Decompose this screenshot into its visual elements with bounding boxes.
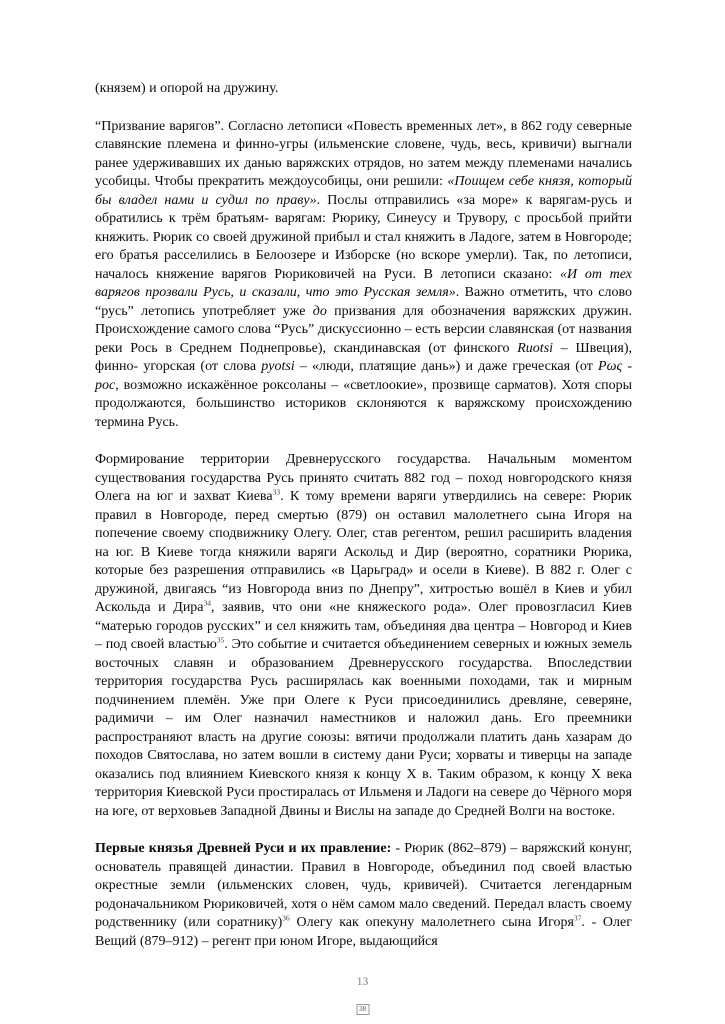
footnote-ref: 33 xyxy=(272,487,281,497)
text-run: Олегу как опекуну малолетнего сына Игоря xyxy=(289,915,574,930)
text-run-italic: Ρως - рос xyxy=(95,359,633,393)
text-run: , возможно искажённое роксоланы – «светлоокие», прозвище сарматов). Хотя споры продолжаются, большинство историков склоняются к варяжскому происхождению термина Русь. xyxy=(95,377,632,430)
text-run: . Это событие и считается объединением северных и южных земель восточных славян и образованием Древнерусского государства. Впоследствии территория государства Русь расширялась как военными походами, так и мирным подчинением племён. Уже при Олеге к Руси присоединились древляне, северяне, радимичи – им Олег назначил наместников и наложил дань. Его преемники распространяют власть на другие союзы: вятичи продолжали платить дань хазарам до походов Святослава, но затем вошли в систему дани Руси; хорваты и тиверцы на западе оказались под влиянием Киевского князя к концу X в. Таким образом, к концу X века территория Киевской Руси простиралась от Ильменя и Ладоги на севере до Чёрного моря на юге, от верховьев Западной Двины и Вислы на западе до Средней Волги на востоке. xyxy=(95,637,632,819)
text-run: . Важно отметить, что слово “русь” летопись употребляет уже xyxy=(95,285,633,319)
paragraph-3 xyxy=(95,451,632,821)
text-run: Формирование территории Древнерусского государства. Начальным моментом существования государства Русь принято считать 882 год – поход новгородского князя Олега на юг и захват Киева xyxy=(95,452,632,504)
paragraph-4 xyxy=(95,840,632,951)
text-run: . Послы отправились «за море» к варягам-русь и обратились к трём братьям- варягам: Рюрику, Синеусу и Трувору, с просьбой прийти княжить. Рюрик со своей дружиной прибыл и стал княжить в Ладоге, затем в Новгороде; его братья расселились в Белоозере и Изборске (но вскоре умерли). Так, по летописи, началось княжение варягов Рюриковичей на Руси. В летописи сказано: xyxy=(95,192,633,282)
footnote-ref: 37 xyxy=(573,913,582,923)
text-run: , заявив, что они «не княжеского рода». Олег провозгласил Киев “матерью городов русских” и сел княжить там, объединяя два центра – Новгород и Киев – под своей властью xyxy=(95,600,632,652)
paragraph-1 xyxy=(95,80,632,99)
text-run-italic: «И от тех варягов прозвали Русь, и сказали, что это Русская земля» xyxy=(95,266,632,300)
text-run: – «люди, платящие дань») и даже греческая (от xyxy=(294,359,599,374)
footnote-ref: 35 xyxy=(216,635,225,645)
text-run: (князем) и опорой на дружину. xyxy=(95,81,279,96)
footnote-ref: 34 xyxy=(203,598,212,608)
text-run: - Рюрик (862–879) – варяжский конунг, основатель правящей династии. Правил в Новгороде, объединил под своей властью окрестные земли (ильменских словен, чудь, кривичей). Считается легендарным родоначальником Рюриковичей, хотя о нём самом мало сведений. Передал власть своему родственнику (или соратнику) xyxy=(95,841,632,930)
text-run-italic: Ruotsi xyxy=(517,340,554,356)
text-run: . - Олег Вещий (879–912) – регент при юном Игоре, выдающийся xyxy=(95,915,632,949)
text-run-italic: pyotsi xyxy=(261,359,295,374)
page-number: 13 xyxy=(356,976,369,988)
text-run-italic: до xyxy=(312,303,327,319)
paragraph-2 xyxy=(95,118,632,433)
text-run-bold: Первые князья Древней Руси и их правление: xyxy=(95,841,392,856)
text-run: призвания для обозначения варяжских дружин. Происхождение самого слова “Русь” дискуссионно – есть версии славянская (от названия реки Рось в Среднем Поднепровье), скандинавская (от финского xyxy=(95,303,632,356)
text-run: . К тому времени варяги утвердились на севере: Рюрик правил в Новгороде, перед смертью (879) он оставил малолетнего сына Игоря на попечение своему сподвижнику Олегу. Олег, став регентом, решил расширить владения на юг. В Киеве тогда княжили варяги Аскольд и Дир (вероятно, соратники Рюрика, которые без разрешения отправились «в Царьград» и осели в Киеве). В 882 г. Олег с дружиной, двигаясь “из Новгорода вниз по Днепру”, хитростью вошёл в Киев и убил Аскольда и Дира xyxy=(95,489,632,615)
comment-anchor-marker: 38 xyxy=(356,1004,369,1015)
page-footer xyxy=(0,972,725,990)
text-run-italic: «Поищем себе князя, который бы владел нами и судил по праву» xyxy=(95,174,632,208)
text-run: – Швеция), финно- угорская (от слова xyxy=(95,340,633,374)
text-run: “Призвание варягов”. Согласно летописи «Повесть временных лет», в 862 году северные славянские племена и финно-угры (ильменские словене, чудь, весь, кривичи) выгнали ранее удерживавших их данью варяжских отрядов, но затем между племенами начались усобицы. Чтобы прекратить междоусобицы, они решили: xyxy=(95,118,632,189)
footnote-ref: 36 xyxy=(282,913,290,923)
document-content xyxy=(95,80,632,951)
